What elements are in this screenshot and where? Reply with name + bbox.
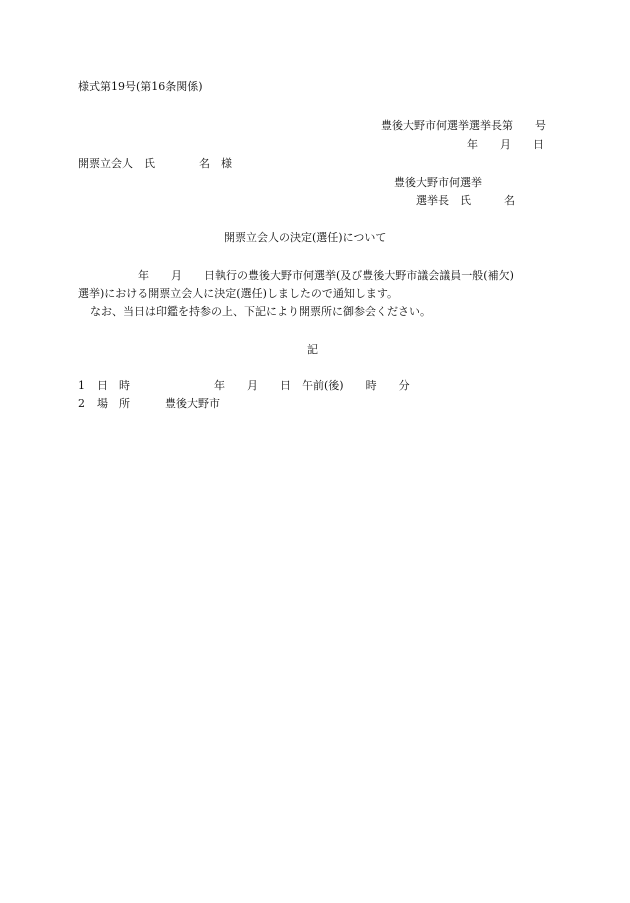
form-number: 様式第19号(第16条関係) [78,80,203,93]
body-line-2: 選挙)における開票立会人に決定(選任)しましたので通知します。 [78,287,398,300]
item-2-number: 2 [78,397,85,410]
ki-heading: 記 [307,343,318,356]
issuer-number-line: 豊後大野市何選挙選挙長第 号 [381,119,546,132]
sender-name-line: 選挙長 氏 名 [416,194,515,207]
recipient-line: 開票立会人 氏 名 様 [78,157,232,170]
date-line: 年 月 日 [467,138,544,151]
body-line-3: なお、当日は印鑑を持参の上、下記により開票所に御参会ください。 [90,305,431,318]
item-1-label: 日 時 [97,379,130,392]
item-2-label: 場 所 [97,397,130,410]
item-2-value: 豊後大野市 [165,397,220,410]
subject-title: 開票立会人の決定(選任)について [224,231,387,244]
body-line-1: 年 月 日執行の豊後大野市何選挙(及び豊後大野市議会議員一般(補欠) [138,269,514,282]
item-1-value: 年 月 日 午前(後) 時 分 [214,379,410,392]
sender-org: 豊後大野市何選挙 [394,176,482,189]
item-1-number: 1 [78,379,85,392]
